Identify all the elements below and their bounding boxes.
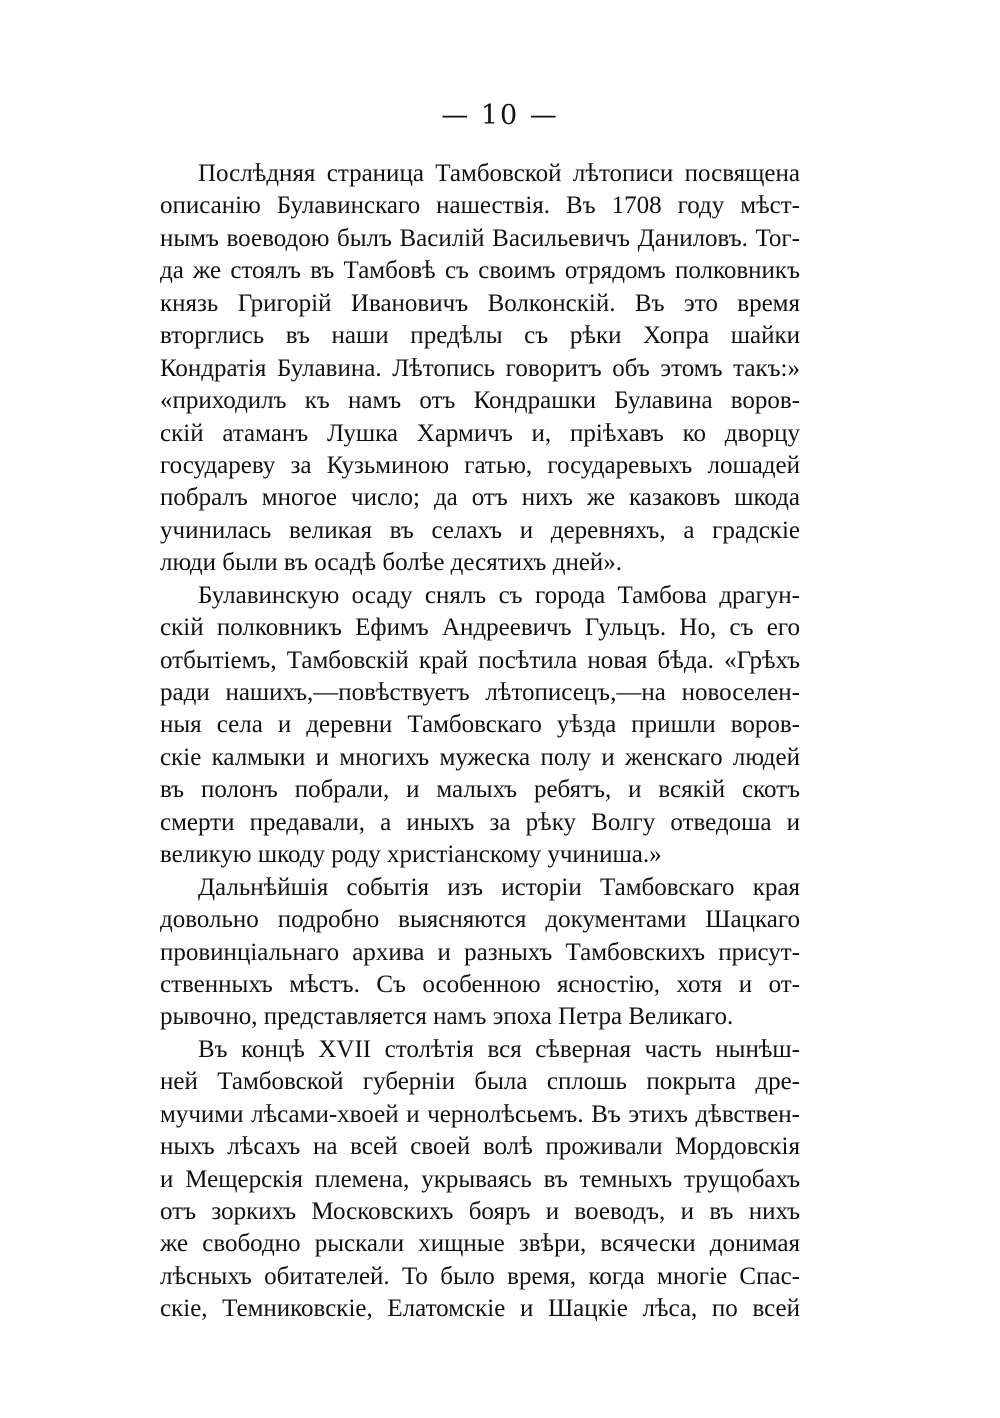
text-line: вторглись въ наши предѣлы съ рѣки Хопра шайки [160, 322, 800, 350]
text-line: Кондратія Булавина. Лѣтопись говоритъ объ этомъ такъ:» [160, 354, 800, 382]
text-line: да же стоялъ въ Тамбовѣ съ своимъ отрядомъ полковникъ [160, 257, 800, 285]
text-line: отъ зоркихъ Московскихъ бояръ и воеводъ, и въ нихъ [160, 1198, 800, 1225]
text-line: люди были въ осадѣ болѣе десятихъ дней». [160, 549, 623, 577]
page-number: — 10 — [441, 100, 559, 131]
text-line: провинціальнаго архива и разныхъ Тамбовскихъ присут- [160, 938, 800, 966]
text-line: довольно подробно выясняются документами Шацкаго [160, 906, 800, 934]
text-line: отбытіемъ, Тамбовскій край посѣтила новая бѣда. «Грѣхъ [160, 646, 800, 674]
text-line: ныя села и деревни Тамбовскаго уѣзда пришли воров- [160, 711, 800, 739]
text-line: нымъ воеводою былъ Василій Васильевичъ Даниловъ. Тог- [160, 224, 800, 252]
body-text [160, 158, 800, 1326]
text-line: рывочно, представляется намъ эпоха Петра Великаго. [160, 1003, 734, 1031]
text-line: въ полонъ побрали, и малыхъ ребятъ, и всякій скотъ [160, 776, 800, 804]
text-line: скій атаманъ Лушка Хармичъ и, пріѣхавъ ко дворцу [160, 419, 800, 447]
text-line: ныхъ лѣсахъ на всей своей волѣ проживали Мордовскія [160, 1133, 800, 1161]
paragraph-3 [160, 872, 800, 1034]
text-line: учинилась великая въ селахъ и деревняхъ, а градскіе [160, 516, 800, 544]
text-line: государеву за Кузьминою гатью, государевыхъ лошадей [160, 451, 800, 479]
text-line: ней Тамбовской губерніи была сплошь покрыта дре- [160, 1068, 800, 1096]
paragraph-2 [160, 580, 800, 872]
text-line: «приходилъ къ намъ отъ Кондрашки Булавина воров- [160, 387, 800, 415]
text-line: мучими лѣсами-хвоей и чернолѣсьемъ. Въ этихъ дѣвствен- [160, 1100, 800, 1128]
text-line: же свободно рыскали хищные звѣри, всячески донимая [160, 1230, 800, 1258]
text-line: смерти предавали, а иныхъ за рѣку Волгу отведоша и [160, 808, 800, 836]
text-line: ради нашихъ,—повѣствуетъ лѣтописецъ,—на новоселен- [160, 679, 800, 706]
text-line: описанію Булавинскаго нашествія. Въ 1708 году мѣст- [160, 192, 800, 220]
text-line: скій полковникъ Ефимъ Андреевичъ Гульцъ. Но, съ его [160, 614, 800, 642]
text-line: Послѣдняя страница Тамбовской лѣтописи посвящена [198, 160, 800, 187]
paragraph-1 [160, 158, 800, 580]
text-line: Въ концѣ XVII столѣтія вся сѣверная часть нынѣш- [198, 1035, 800, 1063]
paragraph-4 [160, 1034, 800, 1326]
text-line: скіе калмыки и многихъ мужеска полу и женскаго людей [160, 743, 800, 771]
text-line: великую шкоду роду христіанскому учиниша.» [160, 841, 662, 869]
text-line: скіе, Темниковскіе, Елатомскіе и Шацкіе лѣса, по всей [160, 1295, 800, 1323]
text-line: лѣсныхъ обитателей. То было время, когда многіе Спас- [160, 1262, 800, 1290]
text-line: и Мещерскія племена, укрываясь въ темныхъ трущобахъ [160, 1165, 800, 1193]
text-line: Дальнѣйшія событія изъ исторіи Тамбовскаго края [198, 873, 800, 901]
text-line: побралъ многое число; да отъ нихъ же казаковъ шкода [160, 484, 800, 512]
text-line: ственныхъ мѣстъ. Съ особенною ясностію, хотя и от- [160, 970, 800, 998]
text-line: князь Григорій Ивановичъ Волконскій. Въ это время [160, 289, 800, 317]
text-line: Булавинскую осаду снялъ съ города Тамбова драгун- [198, 581, 800, 609]
